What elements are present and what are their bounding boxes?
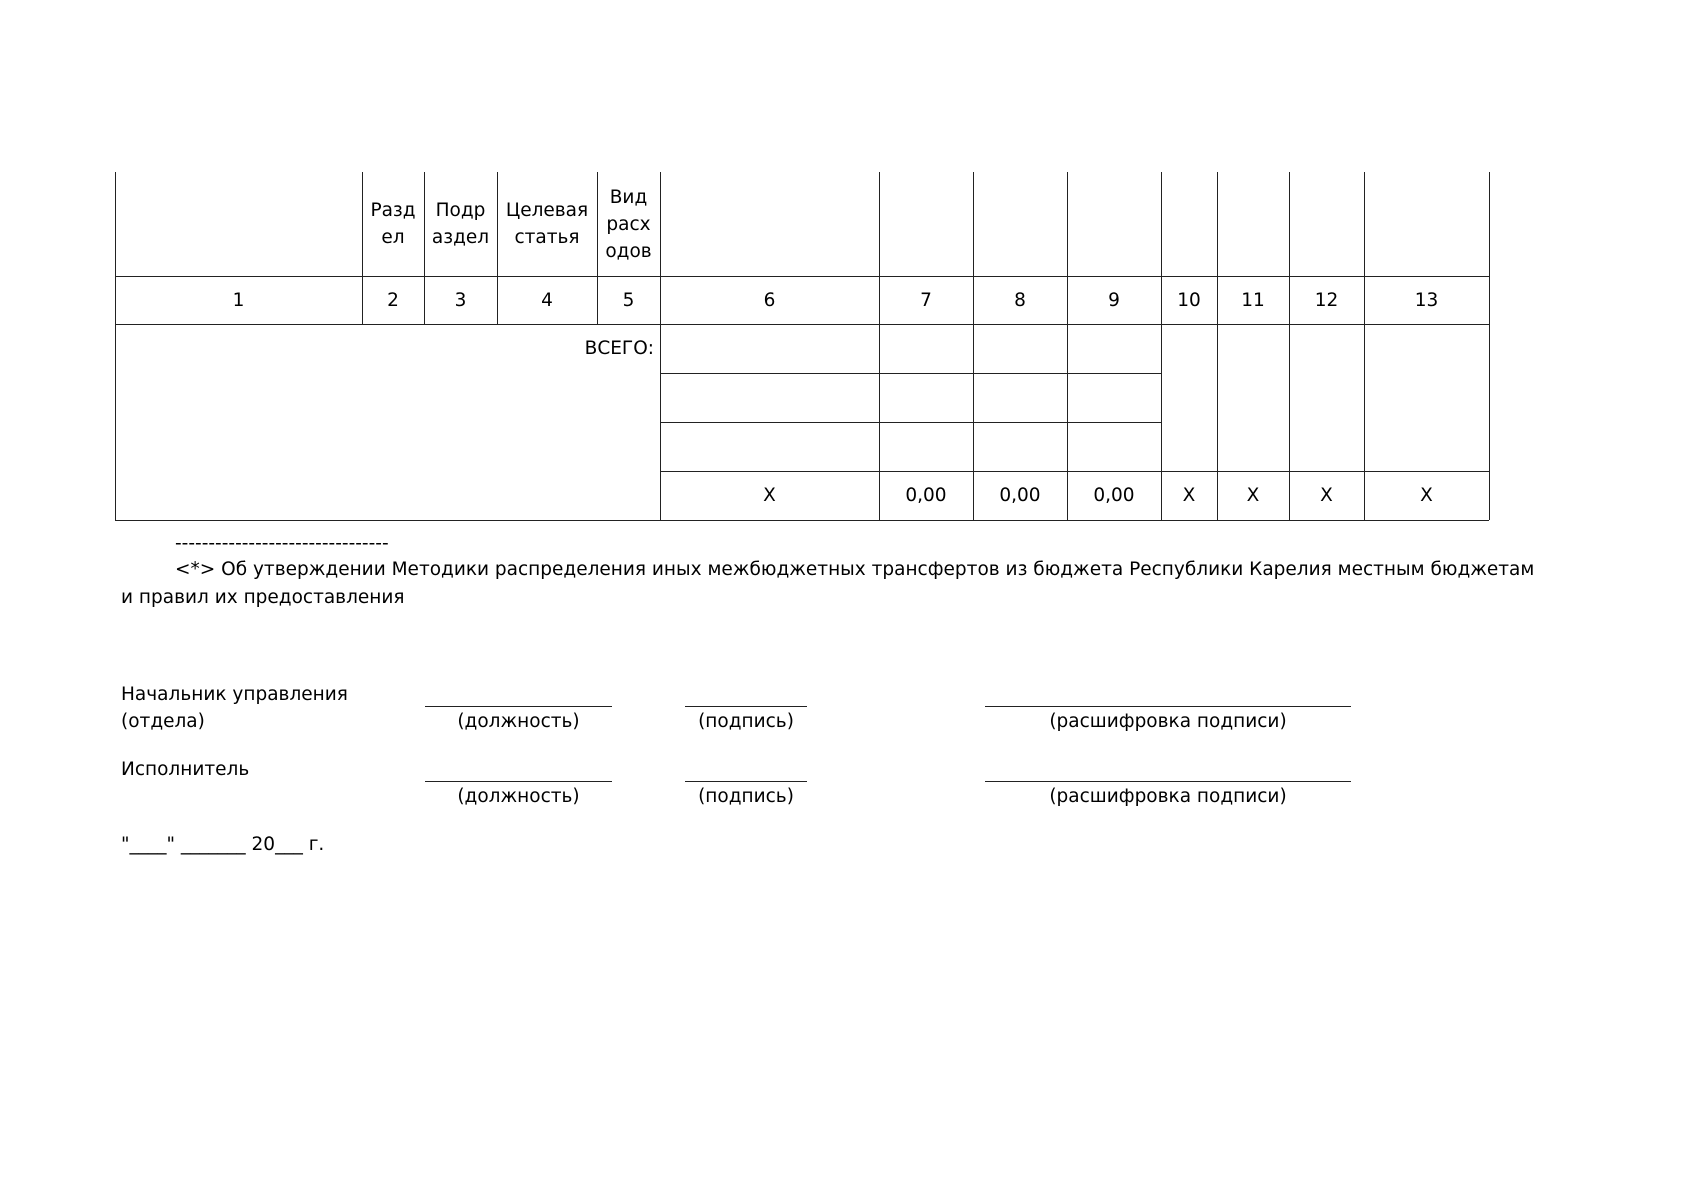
table-line-row2 (660, 422, 1161, 423)
table-vline-11 (1289, 172, 1290, 520)
head-position-line (425, 706, 612, 707)
head-signature-caption: (подпись) (698, 711, 794, 732)
executor-position-caption: (должность) (457, 786, 580, 807)
head-decoding-caption: (расшифровка подписи) (1049, 711, 1287, 732)
header-label-col5: Вид расх одов (605, 186, 652, 262)
total-value-col11: Х (1246, 485, 1260, 506)
column-number-5: 5 (622, 289, 635, 311)
column-number-11: 11 (1241, 289, 1265, 311)
column-number-4: 4 (541, 289, 553, 311)
total-value-col10: Х (1182, 485, 1196, 506)
total-label: ВСЕГО: (584, 338, 654, 359)
table-vline-5 (660, 172, 661, 520)
table-vline-10 (1217, 172, 1218, 520)
header-label-col4: Целевая статья (505, 200, 589, 248)
head-title-line2: (отдела) (121, 711, 205, 732)
total-value-col6: Х (763, 485, 776, 506)
total-value-col13: Х (1420, 485, 1433, 506)
table-vline-6 (879, 172, 880, 520)
head-title-line1: Начальник управления (121, 684, 348, 705)
column-number-7: 7 (920, 289, 932, 311)
footnote-text-line1: <*> Об утверждении Методики распределения иных межбюджетных трансфертов из бюджета Республики Карелия местным бюджетам (175, 559, 1535, 580)
total-value-col12: Х (1320, 485, 1333, 506)
header-label-col3: Подр аздел (431, 200, 490, 248)
executor-position-line (425, 781, 612, 782)
table-vline-12 (1364, 172, 1365, 520)
executor-decoding-line (985, 781, 1351, 782)
table-vline-7 (973, 172, 974, 520)
header-label-col2: Разд ел (370, 200, 416, 248)
executor-signature-caption: (подпись) (698, 786, 794, 807)
head-signature-line (685, 706, 807, 707)
table-vline-13 (1489, 172, 1490, 520)
column-number-10: 10 (1177, 289, 1201, 311)
column-number-3: 3 (454, 289, 467, 311)
column-number-1: 1 (232, 289, 245, 311)
total-value-col7: 0,00 (905, 485, 947, 506)
column-number-13: 13 (1414, 289, 1439, 311)
executor-decoding-caption: (расшифровка подписи) (1049, 786, 1287, 807)
table-line-bottom (115, 520, 1489, 521)
column-number-2: 2 (387, 289, 399, 311)
head-decoding-line (985, 706, 1351, 707)
executor-title: Исполнитель (121, 759, 250, 780)
table-line-row1 (660, 373, 1161, 374)
date-line: "____" _______ 20___ г. (121, 834, 325, 855)
total-value-col8: 0,00 (999, 485, 1041, 506)
column-number-12: 12 (1314, 289, 1339, 311)
table-vline-9 (1161, 172, 1162, 520)
column-number-6: 6 (763, 289, 776, 311)
table-vline-8 (1067, 172, 1068, 520)
footnote-separator: -------------------------------- (175, 533, 389, 554)
total-value-col9: 0,00 (1093, 485, 1135, 506)
head-position-caption: (должность) (457, 711, 580, 732)
column-number-9: 9 (1108, 289, 1120, 311)
footnote-text-line2: и правил их предоставления (121, 587, 405, 608)
executor-signature-line (685, 781, 807, 782)
column-number-8: 8 (1014, 289, 1026, 311)
